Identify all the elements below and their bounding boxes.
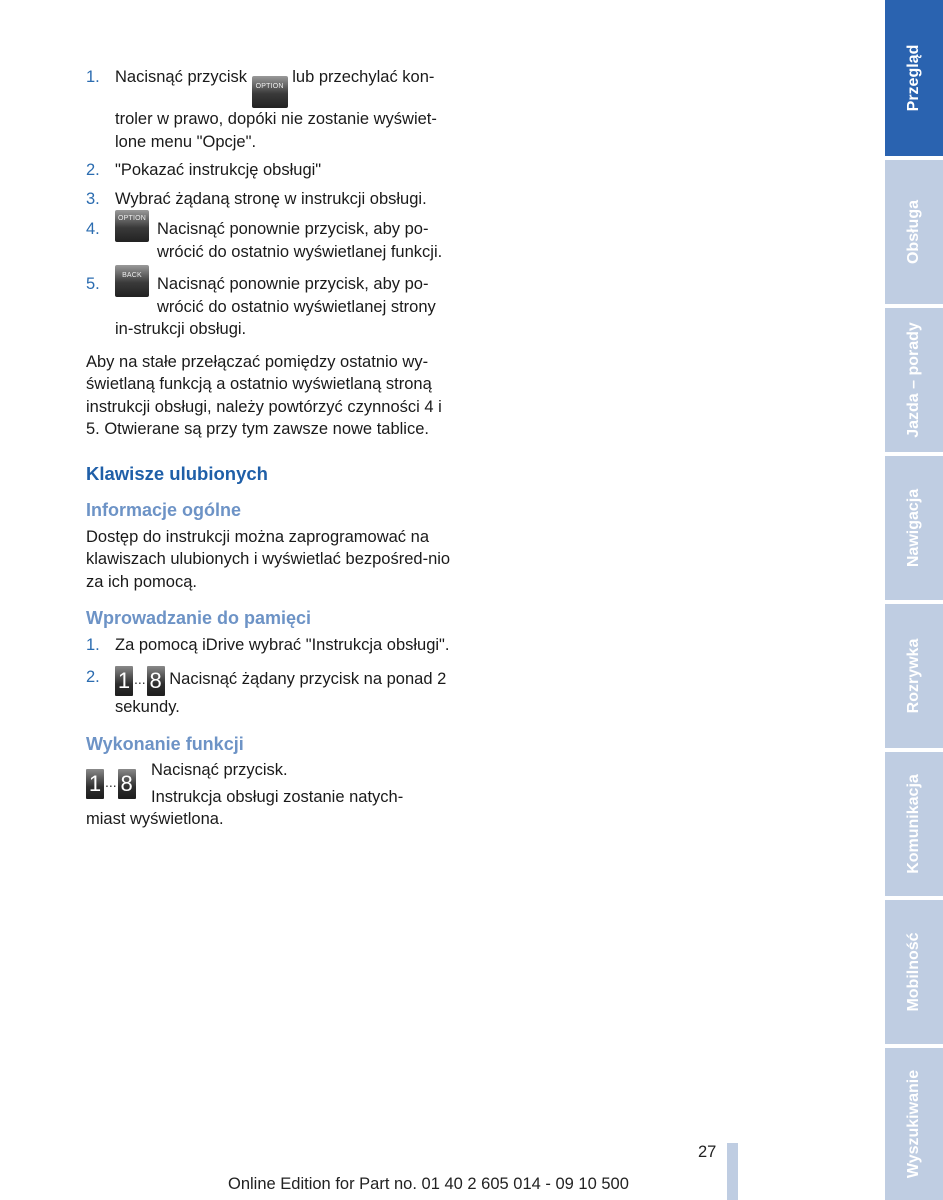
back-button-icon: BACK: [115, 265, 149, 297]
step-number: 1.: [86, 68, 100, 86]
tab-nawigacja[interactable]: Nawigacja: [885, 456, 943, 600]
step-number: 2.: [86, 668, 100, 686]
step-text: Nacisnąć przycisk: [115, 68, 248, 86]
list-item: [86, 159, 456, 182]
list-item: [86, 215, 456, 263]
step-number: 1.: [86, 635, 100, 654]
favorite-keys: [86, 759, 151, 808]
tab-rozrywka[interactable]: Rozrywka: [885, 604, 943, 748]
subheading-general: Informacje ogólne: [86, 500, 242, 520]
key-1-icon: 1: [86, 769, 104, 799]
list-item: [86, 273, 456, 341]
list-item: [86, 188, 456, 211]
execute-block: [86, 759, 456, 808]
option-button-icon: OPTION: [252, 76, 288, 108]
step-text: "Pokazać instrukcję obsługi": [115, 161, 322, 179]
section-title: Klawisze ulubionych: [86, 462, 268, 484]
key-1-icon: 1: [115, 666, 133, 696]
execute-line-2: Instrukcja obsługi zostanie natych-: [151, 787, 404, 806]
step-number: 4.: [86, 220, 100, 238]
intro-paragraph: Aby na stałe przełączać pomiędzy ostatnio wy-świetlaną funkcją a ostatnio wyświetlaną stroną instrukcji obsługi, należy powtórzyć czynności 4 i 5. Otwierane są przy tym zawsze nowe tablice.: [86, 352, 442, 438]
tab-wyszukiwanie[interactable]: Wyszukiwanie: [885, 1048, 943, 1200]
option-button-icon: OPTION: [115, 210, 149, 242]
ellipsis: ...: [105, 774, 117, 790]
page-number: 27: [698, 1143, 717, 1161]
step-text: Za pomocą iDrive wybrać "Instrukcja obsługi".: [115, 635, 450, 654]
tab-jazda-porady[interactable]: Jazda – porady: [885, 308, 943, 452]
step-number: 3.: [86, 189, 100, 208]
tab-obsluga[interactable]: Obsługa: [885, 160, 943, 304]
execute-line-1: Nacisnąć przycisk.: [151, 761, 288, 779]
key-8-icon: 8: [118, 769, 136, 799]
step-number: 5.: [86, 275, 100, 293]
ellipsis: ...: [134, 671, 146, 687]
subheading-execute: Wykonanie funkcji: [86, 733, 244, 754]
key-8-icon: 8: [147, 666, 165, 696]
footer-text: Online Edition for Part no. 01 40 2 605 014 - 09 10 500: [228, 1175, 629, 1193]
tab-komunikacja[interactable]: Komunikacja: [885, 752, 943, 896]
subheading-memory: Wprowadzanie do pamięci: [86, 608, 312, 628]
page-marker-bar: [727, 1143, 738, 1200]
step-text: Nacisnąć ponownie przycisk, aby po-wrócić do ostatnio wyświetlanej funkcji.: [157, 220, 443, 261]
step-text: Wybrać żądaną stronę w instrukcji obsługi.: [115, 189, 427, 208]
tab-przeglad[interactable]: Przegląd: [885, 0, 943, 156]
step-text: Nacisnąć ponownie przycisk, aby po-wrócić do ostatnio wyświetlanej strony in-strukcji obsługi.: [115, 275, 436, 338]
list-item: [86, 66, 456, 153]
step-number: 2.: [86, 161, 100, 179]
list-item: [86, 666, 456, 719]
page-content: [86, 66, 456, 831]
tab-mobilnosc[interactable]: Mobilność: [885, 900, 943, 1044]
step-text: Nacisnąć żądany przycisk na ponad 2 sekundy.: [115, 670, 447, 716]
execute-line-3: miast wyświetlona.: [86, 810, 224, 828]
step-text: lub przechylać kon-troler w prawo, dopóki nie zostanie wyświet-lone menu "Opcje".: [115, 68, 437, 151]
list-item: [86, 634, 456, 657]
chapter-tabs: [885, 0, 943, 1200]
general-paragraph: Dostęp do instrukcji można zaprogramować na klawiszach ulubionych i wyświetlać bezpośred-nio za ich pomocą.: [86, 527, 451, 591]
